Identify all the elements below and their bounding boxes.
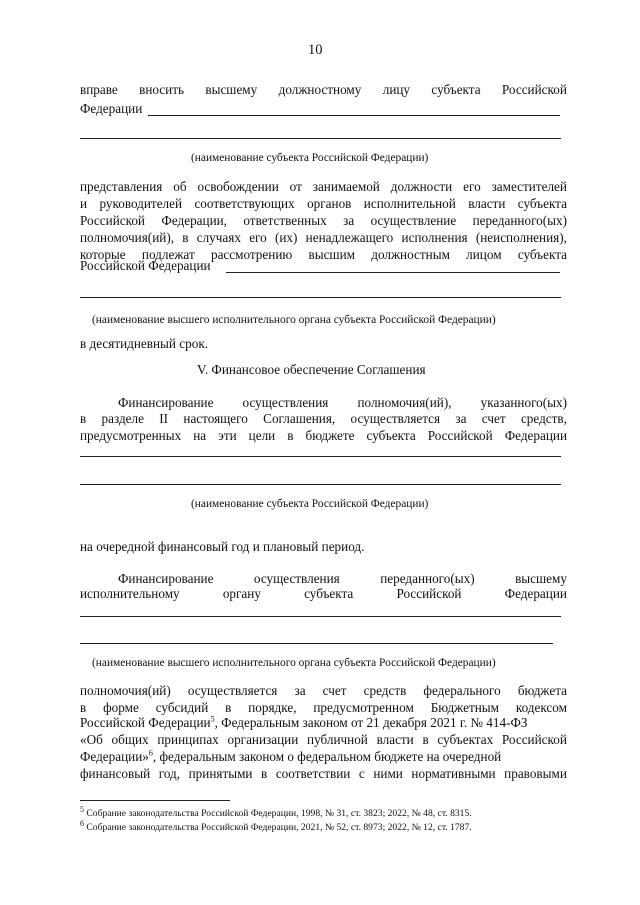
word: (неисполнения), [475,230,567,245]
field-caption: (наименование субъекта Российской Федерации) [191,152,429,164]
word: органу [222,586,261,601]
text-line [118,395,567,411]
word: субсидий [155,700,209,715]
word: Федерации [504,586,567,601]
word: за [455,411,467,426]
word: соответствии [275,766,351,781]
section-heading: V. Финансовое обеспечение Соглашения [197,362,426,377]
word: цели [248,428,276,443]
word: его [249,230,267,245]
text-line: Федерации [80,101,143,116]
word: принципах [157,732,219,747]
word: субъекта [304,586,354,601]
word: Федерации [504,428,567,443]
field-caption: (наименование субъекта Российской Федерации) [191,498,429,510]
word: высшим [308,247,355,262]
word: нормативными [411,766,496,781]
text-line [80,715,528,731]
text-line [80,586,567,602]
word: бюджета [517,683,567,698]
word: Финансирование [118,571,214,586]
word: счет [322,683,347,698]
word: ответственных [243,213,327,228]
word: Соглашения, [263,411,336,426]
word: которые [80,247,126,262]
word: в [422,732,429,747]
word: за [294,683,306,698]
footnote [80,818,472,834]
word: Российской [80,213,145,228]
text-run: , Федеральным законом от 21 декабря 2021 г. № 414-ФЗ [214,715,528,730]
text-line [80,411,567,427]
word: Бюджетным [430,700,499,715]
word: средств [363,683,407,698]
word: порядке, [248,700,297,715]
word: заместителей [491,179,567,194]
text-run: Федерации» [80,749,149,764]
word: в [225,700,232,715]
page-number: 10 [308,42,323,58]
word: власти [376,732,414,747]
word: высшему [515,571,567,586]
word: II [159,411,169,426]
word: принятыми [188,766,253,781]
word: в [80,700,87,715]
word: органов [307,196,352,211]
word: с [358,766,365,781]
word: кодексом [515,700,567,715]
word: полномочия(ий) [80,683,171,698]
text-line: на очередной финансовый год и плановый период. [80,539,365,554]
text-line: Российской Федерации [80,258,211,273]
fill-in-line [80,456,561,457]
word: переданного(ых) [380,571,475,586]
word: бюджете [305,428,355,443]
fill-in-line [80,643,553,644]
word: рассмотрению [210,247,293,262]
word: вправе [80,82,118,97]
word: исполнительной [363,196,456,211]
word: полномочия(ий), [357,395,452,410]
word: предусмотренных [80,428,182,443]
fill-in-line [80,297,561,298]
word: вносить [139,82,184,97]
text-line [80,766,567,782]
fill-in-line [148,115,560,116]
word: «Об [80,732,103,747]
word: субъектах [437,732,494,747]
word: на [193,428,207,443]
footnote-mark: 5 [80,804,84,814]
text-line [80,700,567,716]
word: общих [111,732,149,747]
word: Российской [501,732,567,747]
word: Российской [501,82,567,97]
word: должностным [371,247,450,262]
footnote-ref: 6 [148,748,153,758]
word: представления [80,179,163,194]
word: указанного(ых) [480,395,567,410]
footnote-text: Собрание законодательства Российской Федерации, 1998, № 31, ст. 3823; 2022, № 48, ст. 8315. [84,808,472,819]
word: Российской [427,428,493,443]
text-line [80,230,567,246]
word: освобождении [197,179,279,194]
word: подлежат [141,247,195,262]
word: в [287,428,294,443]
word: счет [481,411,506,426]
footnote [80,804,472,820]
word: от [289,179,302,194]
word: субъекта [517,196,567,211]
footnote-separator [80,800,230,801]
word: форме [103,700,139,715]
word: (их) [274,230,298,245]
word: лицу [382,82,411,97]
word: исполнения [401,230,468,245]
word: переданного(ых) [472,213,567,228]
word: Федерации, [161,213,227,228]
text-run: , федеральным законом о федеральном бюджете на очередной [152,749,502,764]
word: в [182,230,189,245]
word: об [173,179,187,194]
word: эти [218,428,237,443]
word: финансовый [80,766,151,781]
word: соответствующих [194,196,295,211]
word: федерального [423,683,501,698]
word: публичной [307,732,368,747]
word: его [463,179,481,194]
word: высшему [205,82,258,97]
word: за [343,213,355,228]
word: власти [468,196,506,211]
word: руководителей [99,196,183,211]
word: и [80,196,88,211]
text-line [80,732,567,748]
word: настоящего [183,411,248,426]
word: ними [373,766,403,781]
text-line [80,82,567,98]
word: осуществляется [350,411,441,426]
word: осуществление [370,213,457,228]
word: лицом [466,247,502,262]
word: полномочия(ий), [80,230,175,245]
word: Российской [396,586,462,601]
word: субъекта [366,428,416,443]
text-line: в десятидневный срок. [80,336,209,351]
fill-in-line [80,484,561,485]
word: исполнительному [80,586,180,601]
text-run: Российской Федерации [80,715,211,730]
word: осуществления [242,395,329,410]
footnote-mark: 6 [80,818,84,828]
text-line [118,571,567,587]
footnote-text: Собрание законодательства Российской Федерации, 2021, № 52, ст. 8973; 2022, № 12, ст. 1787. [84,822,472,833]
word: средств, [520,411,567,426]
word: осуществляется [187,683,278,698]
text-line [80,179,567,195]
fill-in-line [80,138,561,139]
text-line [80,428,567,444]
field-caption: (наименование высшего исполнительного органа субъекта Российской Федерации) [92,657,496,669]
word: субъекта [517,247,567,262]
word: субъекта [431,82,481,97]
word: должности [390,179,453,194]
word: правовыми [504,766,567,781]
word: в [80,411,87,426]
word: в [261,766,268,781]
footnote-ref: 5 [210,714,215,724]
text-line [80,683,567,699]
word: должностному [278,82,362,97]
word: Финансирование [118,395,214,410]
word: предусмотренном [313,700,414,715]
word: случаях [196,230,241,245]
text-line [80,749,501,765]
word: год, [158,766,181,781]
text-line [80,213,567,229]
text-line [80,196,567,212]
fill-in-line [80,616,561,617]
word: разделе [101,411,144,426]
word: организации [227,732,299,747]
word: ненадлежащего [305,230,394,245]
word: осуществления [253,571,340,586]
word: занимаемой [312,179,380,194]
fill-in-line [226,272,560,273]
field-caption: (наименование высшего исполнительного органа субъекта Российской Федерации) [92,314,496,326]
